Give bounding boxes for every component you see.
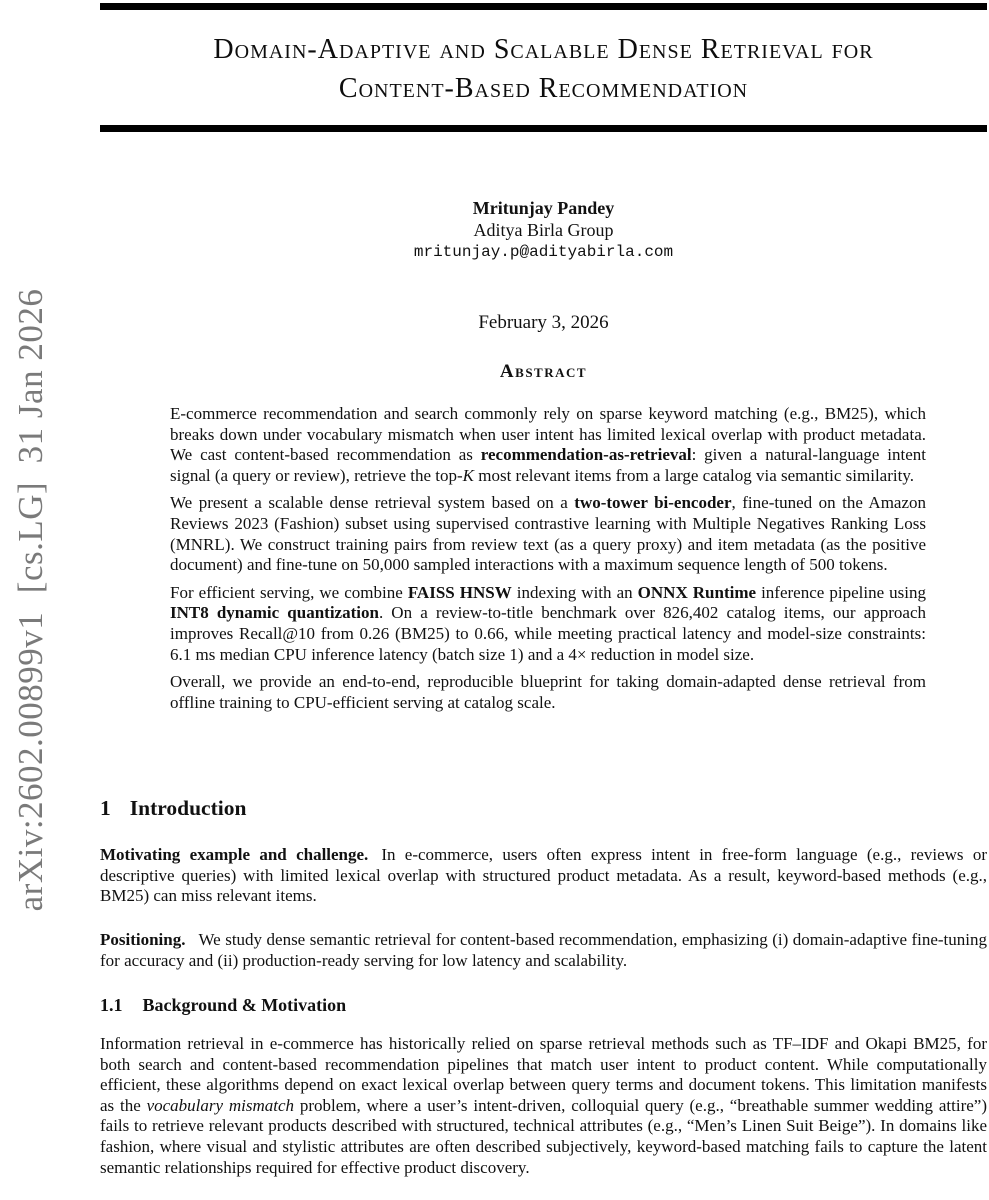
author-email: mritunjay.p@adityabirla.com xyxy=(413,243,674,261)
abstract-paragraph-2: We present a scalable dense retrieval system based on a two-tower bi-encoder, fine-tuned on the Amazon Reviews 2023 (Fashion) subset using supervised contrastive learning with Multiple Negatives Ranking Loss (MNRL). We construct training pairs from review text (as a query proxy) and item metadata (as the positive document) and fine-tune on 50,000 sampled interactions with a maximum sequence length of 500 tokens. xyxy=(170,493,927,575)
title-rule-top xyxy=(100,3,987,10)
title-rule-bottom xyxy=(100,125,987,132)
abstract-paragraph-1: E-commerce recommendation and search commonly rely on sparse keyword matching (e.g., BM25), which breaks down under vocabulary mismatch when user intent has limited lexical overlap with product metadata. We cast content-based recommendation as recommendation-as-retrieval: given a natural-language intent signal (a query or review), retrieve the top-K most relevant items from a large catalog via semantic similarity. xyxy=(170,404,926,485)
section-title: Introduction xyxy=(129,796,247,820)
subsection-title: Background & Motivation xyxy=(142,995,347,1015)
paragraph-text-motivating: In e-commerce, users often express intent in free-form language (e.g., reviews or descriptive queries) with limited lexical overlap with structured product metadata. As a result, keyword-based methods (e.g., BM25) can miss relevant items. xyxy=(100,845,987,906)
abstract-paragraph-3: For efficient serving, we combine FAISS HNSW indexing with an ONNX Runtime inference pipeline using INT8 dynamic quantization. On a review-to-title benchmark over 826,402 catalog items, our approach improves Recall@10 from 0.26 (BM25) to 0.66, while meeting practical latency and model-size constraints: 6.1 ms median CPU inference latency (batch size 1) and a 4× reduction in model size. xyxy=(170,582,927,664)
paragraph-motivating-example xyxy=(100,845,987,907)
title-line-2: Content-Based Recommendation xyxy=(338,73,749,104)
paragraph-lead-motivating: Motivating example and challenge. xyxy=(100,845,369,864)
subsection-number: 1.1 xyxy=(100,995,123,1015)
arxiv-watermark-text: arXiv:2602.00899v1 [cs.LG] 31 Jan 2026 xyxy=(11,288,50,912)
paragraph-positioning xyxy=(100,930,987,971)
author-name: Mritunjay Pandey xyxy=(472,198,615,218)
abstract-body xyxy=(170,404,926,720)
subsection-heading-background xyxy=(100,995,346,1016)
arxiv-watermark xyxy=(0,0,62,1200)
paragraph-background-motivation: Information retrieval in e-commerce has historically relied on sparse retrieval methods such as TF–IDF and Okapi BM25, for both search and content-based recommendation pipelines that match user intent to product content. While computationally efficient, these algorithms depend on exact lexical overlap between query terms and document tokens. This limitation manifests as the vocabulary mismatch problem, where a user’s intent-driven, colloquial query (e.g., “breathable summer wedding attire”) fails to retrieve relevant products described with structured, technical attributes (e.g., “Men’s Linen Suit Beige”). In domains like fashion, where visual and stylistic attributes are often described subjectively, keyword-based matching fails to capture the latent semantic relationships required for effective product discovery. xyxy=(100,1034,988,1177)
author-block xyxy=(100,197,987,264)
abstract-paragraph-4: Overall, we provide an end-to-end, reproducible blueprint for taking domain-adapted dense retrieval from offline training to CPU-efficient serving at catalog scale. xyxy=(170,672,926,712)
paper-title xyxy=(100,30,987,108)
paper-date: February 3, 2026 xyxy=(478,312,609,333)
paragraph-text-positioning: We study dense semantic retrieval for content-based recommendation, emphasizing (i) domain-adaptive fine-tuning for accuracy and (ii) production-ready serving for low latency and scalability. xyxy=(100,930,987,970)
title-line-1: Domain-Adaptive and Scalable Dense Retrieval for xyxy=(213,34,874,65)
abstract-heading: Abstract xyxy=(499,361,588,382)
section-number: 1 xyxy=(100,796,111,820)
author-affiliation: Aditya Birla Group xyxy=(473,220,614,240)
section-heading-introduction xyxy=(100,796,246,821)
paragraph-lead-positioning: Positioning. xyxy=(100,930,186,949)
